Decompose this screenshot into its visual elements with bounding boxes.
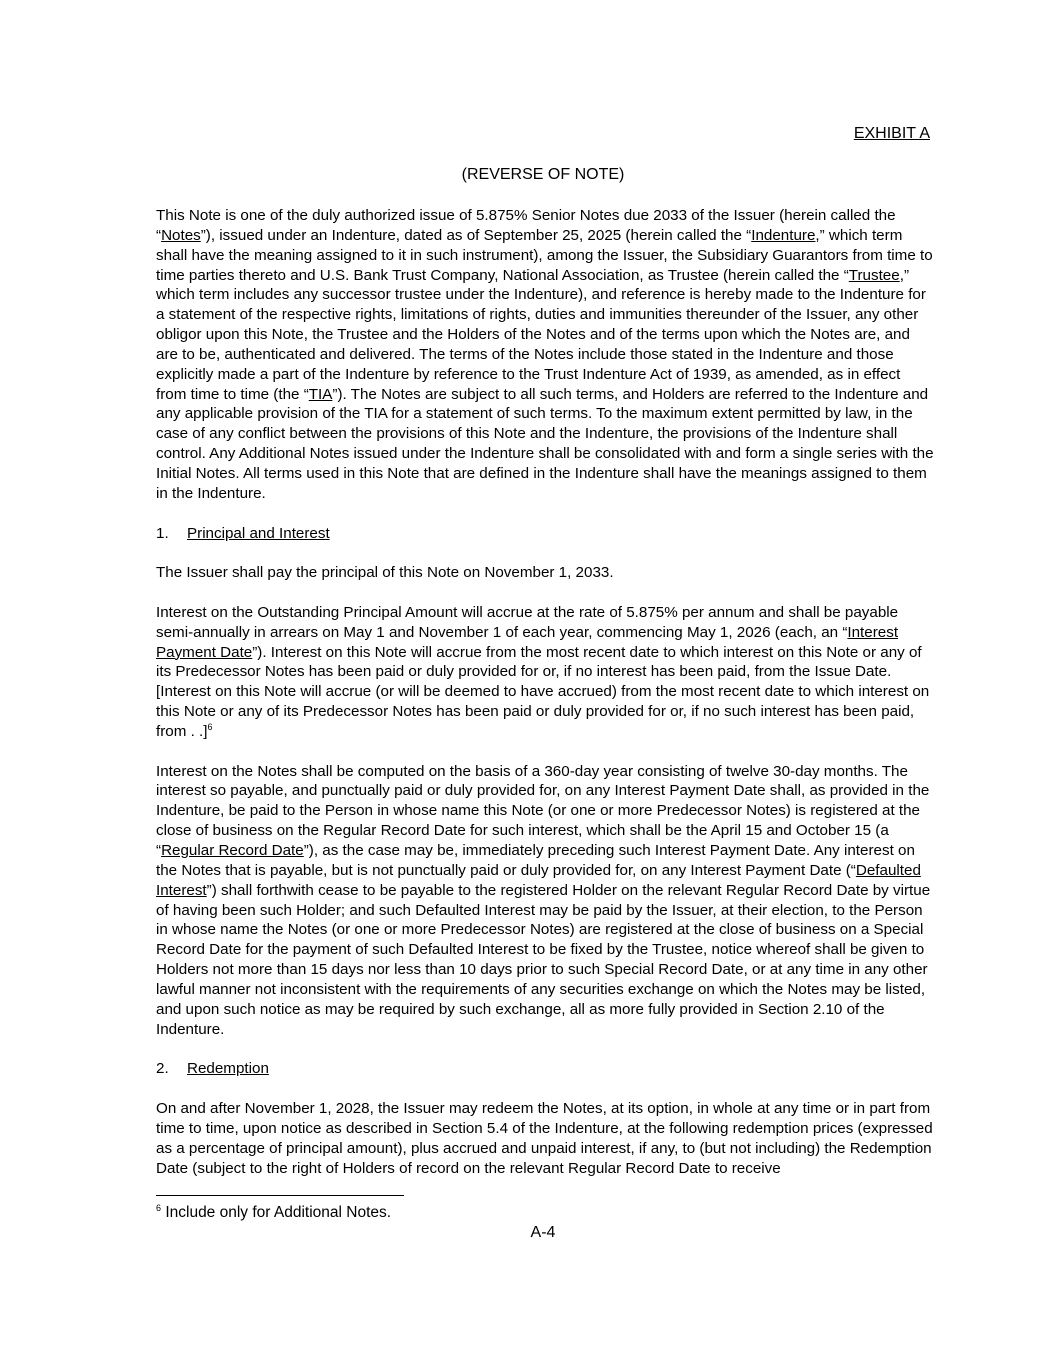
document-body <box>156 206 934 1198</box>
intro-text-3: ,” which term shall have the meaning assigned to it in such instrument), among the Issuer, the Subsidiary Guarantors from time to time parties thereto and U.S. Bank Trust Company, National Association, as Trustee (herein called the “ <box>156 226 933 284</box>
section-1-paragraph-1: The Issuer shall pay the principal of this Note on November 1, 2033. <box>156 564 614 582</box>
section-1-paragraph-3 <box>156 762 934 1040</box>
defined-term-trustee: Trustee <box>848 266 900 284</box>
defined-term-defaulted-interest: Defaulted Interest <box>156 861 921 899</box>
section-2-heading <box>156 1059 934 1079</box>
page-number: A-4 <box>530 1224 556 1241</box>
intro-text-4: ,” which term includes any successor trustee under the Indenture), and reference is hereby made to the Indenture for a statement of the respective rights, limitations of rights, duties and immunities thereunder of the Issuer, any other obligor upon this Note, the Trustee and the Holders of the Notes and of the terms upon which the Notes are, and are to be, authenticated and delivered. The terms of the Notes include those stated in the Indenture and those explicitly made a part of the Indenture by reference to the Trust Indenture Act of 1939, as amended, as in effect from time to time (the “ <box>156 266 926 403</box>
section-2-number: 2. <box>156 1060 169 1078</box>
section-1-title: Principal and Interest <box>187 524 330 542</box>
defined-term-tia: TIA <box>308 385 333 403</box>
document-subtitle: (REVERSE OF NOTE) <box>461 166 625 183</box>
footnote-text: Include only for Additional Notes. <box>161 1204 392 1221</box>
defined-term-indenture: Indenture <box>751 226 816 244</box>
s1p3-text-2: ”), as the case may be, immediately preceding such Interest Payment Date. Any interest on the Notes that is payable, but is not punctually paid or duly provided for, on any Interest Payment Date (“ <box>156 842 915 879</box>
section-1-number: 1. <box>156 524 169 542</box>
section-1-heading <box>156 524 934 544</box>
footnote-number: 6 <box>156 1203 162 1213</box>
intro-paragraph <box>156 206 934 504</box>
defined-term-interest-payment-date: Interest Payment Date <box>156 623 899 661</box>
section-1-paragraph-2 <box>156 603 934 742</box>
footnote <box>156 1204 391 1222</box>
intro-text-2: ”), issued under an Indenture, dated as of September 25, 2025 (herein called the “ <box>200 226 752 244</box>
section-2-title: Redemption <box>187 1060 269 1078</box>
intro-text-1: This Note is one of the duly authorized issue of 5.875% Senior Notes due 2033 of the Issuer (herein called the “ <box>156 207 896 244</box>
defined-term-notes: Notes <box>161 226 201 244</box>
s1p2-text-1: Interest on the Outstanding Principal Amount will accrue at the rate of 5.875% per annum and shall be payable semi-annually in arrears on May 1 and November 1 of each year, commencing May 1, 2026 (each, an “ <box>156 603 899 641</box>
exhibit-label: EXHIBIT A <box>853 125 930 142</box>
section-2-paragraph-1: On and after November 1, 2028, the Issuer may redeem the Notes, at its option, in whole at any time or in part from time to time, upon notice as described in Section 5.4 of the Indenture, at the following redemption prices (expressed as a percentage of principal amount), plus accrued and unpaid interest, if any, to (but not including) the Redemption Date (subject to the right of Holders of record on the relevant Regular Record Date to receive <box>156 1099 933 1177</box>
footnote-reference: 6 <box>207 721 213 732</box>
s1p3-text-1: Interest on the Notes shall be computed on the basis of a 360-day year consisting of twelve 30-day months. The interest so payable, and punctually paid or duly provided for, on any Interest Payment Date shall, as provided in the Indenture, be paid to the Person in whose name this Note (or one or more Predecessor Notes) is registered at the close of business on the Regular Record Date for such interest, which shall be the April 15 and October 15 (a “ <box>156 762 930 859</box>
intro-text-5: ”). The Notes are subject to all such terms, and Holders are referred to the Indenture and any applicable provision of the TIA for a statement of such terms. To the maximum extent permitted by law, in the case of any conflict between the provisions of this Note and the Indenture, the provisions of the Indenture shall control. Any Additional Notes issued under the Indenture shall be consolidated with and form a single series with the Initial Notes. All terms used in this Note that are defined in the Indenture shall have the meanings assigned to them in the Indenture. <box>156 385 934 502</box>
s1p3-text-3: ”) shall forthwith cease to be payable to the registered Holder on the relevant Regular Record Date by virtue of having been such Holder; and such Defaulted Interest may be paid by the Issuer, at their election, to the Person in whose name the Notes (or one or more Predecessor Notes) are registered at the close of business on a Special Record Date for the payment of such Defaulted Interest to be fixed by the Trustee, notice whereof shall be given to Holders not more than 15 days nor less than 10 days prior to such Special Record Date, or at any time in any other lawful manner not inconsistent with the requirements of any securities exchange on which the Notes may be listed, and upon such notice as may be required by such exchange, all as more fully provided in Section 2.10 of the Indenture. <box>156 881 931 1038</box>
s1p2-text-2: ”). Interest on this Note will accrue from the most recent date to which interest on this Note or any of its Predecessor Notes has been paid or duly provided for or, if no interest has been paid, from the Issue Date. [Interest on this Note will accrue (or will be deemed to have accrued) from the most recent date to which interest on this Note or any of its Predecessor Notes has been paid or duly provided for or, if no such interest has been paid, from . .] <box>156 643 930 740</box>
footnote-separator <box>156 1195 404 1196</box>
defined-term-regular-record-date: Regular Record Date <box>161 842 304 859</box>
